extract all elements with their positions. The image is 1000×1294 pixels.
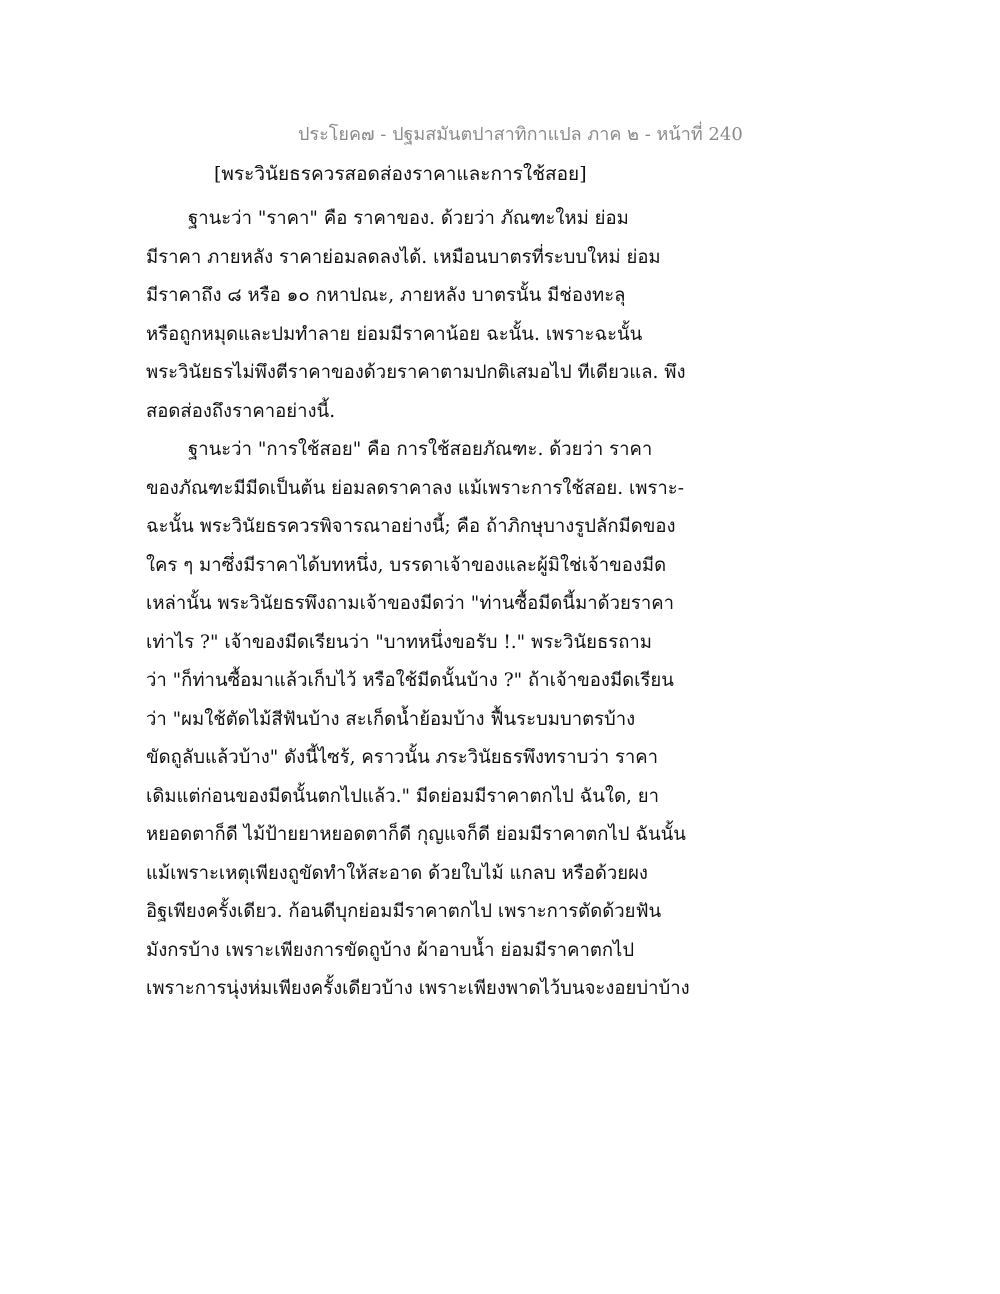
running-header: ประโยค๗ - ปฐมสมันตปาสาทิกาแปล ภาค ๒ - หน้าที่ 240 xyxy=(298,124,743,145)
section-heading: [พระวินัยธรควรสอดส่องราคาและการใช้สอย] xyxy=(214,163,587,185)
paragraph-line: เท่าไร ?" เจ้าของมีดเรียนว่า "บาทหนึ่งขอรับ !." พระวินัยธรถาม xyxy=(146,631,652,653)
paragraph-line: พระวินัยธรไม่พึงตีราคาของด้วยราคาตามปกติเสมอไป ทีเดียวแล. พึง xyxy=(146,362,686,383)
body-text xyxy=(146,200,706,1009)
paragraph-line: เพราะการนุ่งห่มเพียงครั้งเดียวบ้าง เพราะเพียงพาดไว้บนจะงอยบ่าบ้าง xyxy=(146,978,690,999)
paragraph-line: อิฐเพียงครั้งเดียว. ก้อนดีบุกย่อมมีราคาตกไป เพราะการตัดด้วยฟัน xyxy=(146,901,662,922)
paragraph-line: ว่า "ก็ท่านซื้อมาแล้วเก็บไว้ หรือใช้มีดนั้นบ้าง ?" ถ้าเจ้าของมีดเรียน xyxy=(146,670,674,691)
paragraph-line: มังกรบ้าง เพราะเพียงการขัดถูบ้าง ผ้าอาบน้ำ ย่อมมีราคาตกไป xyxy=(146,939,635,961)
paragraph-line: ฉะนั้น พระวินัยธรควรพิจารณาอย่างนี้; คือ ถ้าภิกษุบางรูปลักมีดของ xyxy=(146,516,676,537)
paragraph-line: ฐานะว่า "ราคา" คือ ราคาของ. ด้วยว่า ภัณฑะใหม่ ย่อม xyxy=(188,208,629,229)
paragraph-line: เดิมแต่ก่อนของมีดนั้นตกไปแล้ว." มีดย่อมมีราคาตกไป ฉันใด, ยา xyxy=(146,785,659,807)
paragraph-usage xyxy=(146,431,706,1009)
paragraph-line: มีราคาถึง ๘ หรือ ๑๐ กหาปณะ, ภายหลัง บาตรนั้น มีช่องทะลุ xyxy=(146,285,626,306)
paragraph-line: หรือถูกหมุดและปมทำลาย ย่อมมีราคาน้อย ฉะนั้น. เพราะฉะนั้น xyxy=(146,323,643,345)
paragraph-line: ขัดถูลับแล้วบ้าง" ดังนี้ไซร้, คราวนั้น ภระวินัยธรพึงทราบว่า ราคา xyxy=(146,747,659,768)
paragraph-line: ว่า "ผมใช้ตัดไม้สีฟันบ้าง สะเก็ดน้ำย้อมบ้าง ฟื้นระบมบาตรบ้าง xyxy=(146,708,636,730)
paragraph-line: ใคร ๆ มาซึ่งมีราคาได้บทหนึ่ง, บรรดาเจ้าของและผู้มิใช่เจ้าของมีด xyxy=(146,554,667,576)
paragraph-line: ฐานะว่า "การใช้สอย" คือ การใช้สอยภัณฑะ. ด้วยว่า ราคา xyxy=(188,439,653,460)
paragraph-line: เหล่านั้น พระวินัยธรพึงถามเจ้าของมีดว่า "ท่านซื้อมีดนี้มาด้วยราคา xyxy=(146,593,674,614)
paragraph-line: แม้เพราะเหตุเพียงถูขัดทำให้สะอาด ด้วยใบไม้ แกลบ หรือด้วยผง xyxy=(146,862,648,884)
paragraph-line: สอดส่องถึงราคาอย่างนี้. xyxy=(146,400,336,422)
paragraph-line: หยอดตาก็ดี ไม้ป้ายยาหยอดตาก็ดี กุญแจก็ดี ย่อมมีราคาตกไป ฉันนั้น xyxy=(146,824,686,845)
paragraph-line: ของภัณฑะมีมีดเป็นต้น ย่อมลดราคาลง แม้เพราะการใช้สอย. เพราะ- xyxy=(146,477,684,499)
paragraph-line: มีราคา ภายหลัง ราคาย่อมลดลงได้. เหมือนบาตรที่ระบบใหม่ ย่อม xyxy=(146,246,661,268)
paragraph-price xyxy=(146,200,706,431)
